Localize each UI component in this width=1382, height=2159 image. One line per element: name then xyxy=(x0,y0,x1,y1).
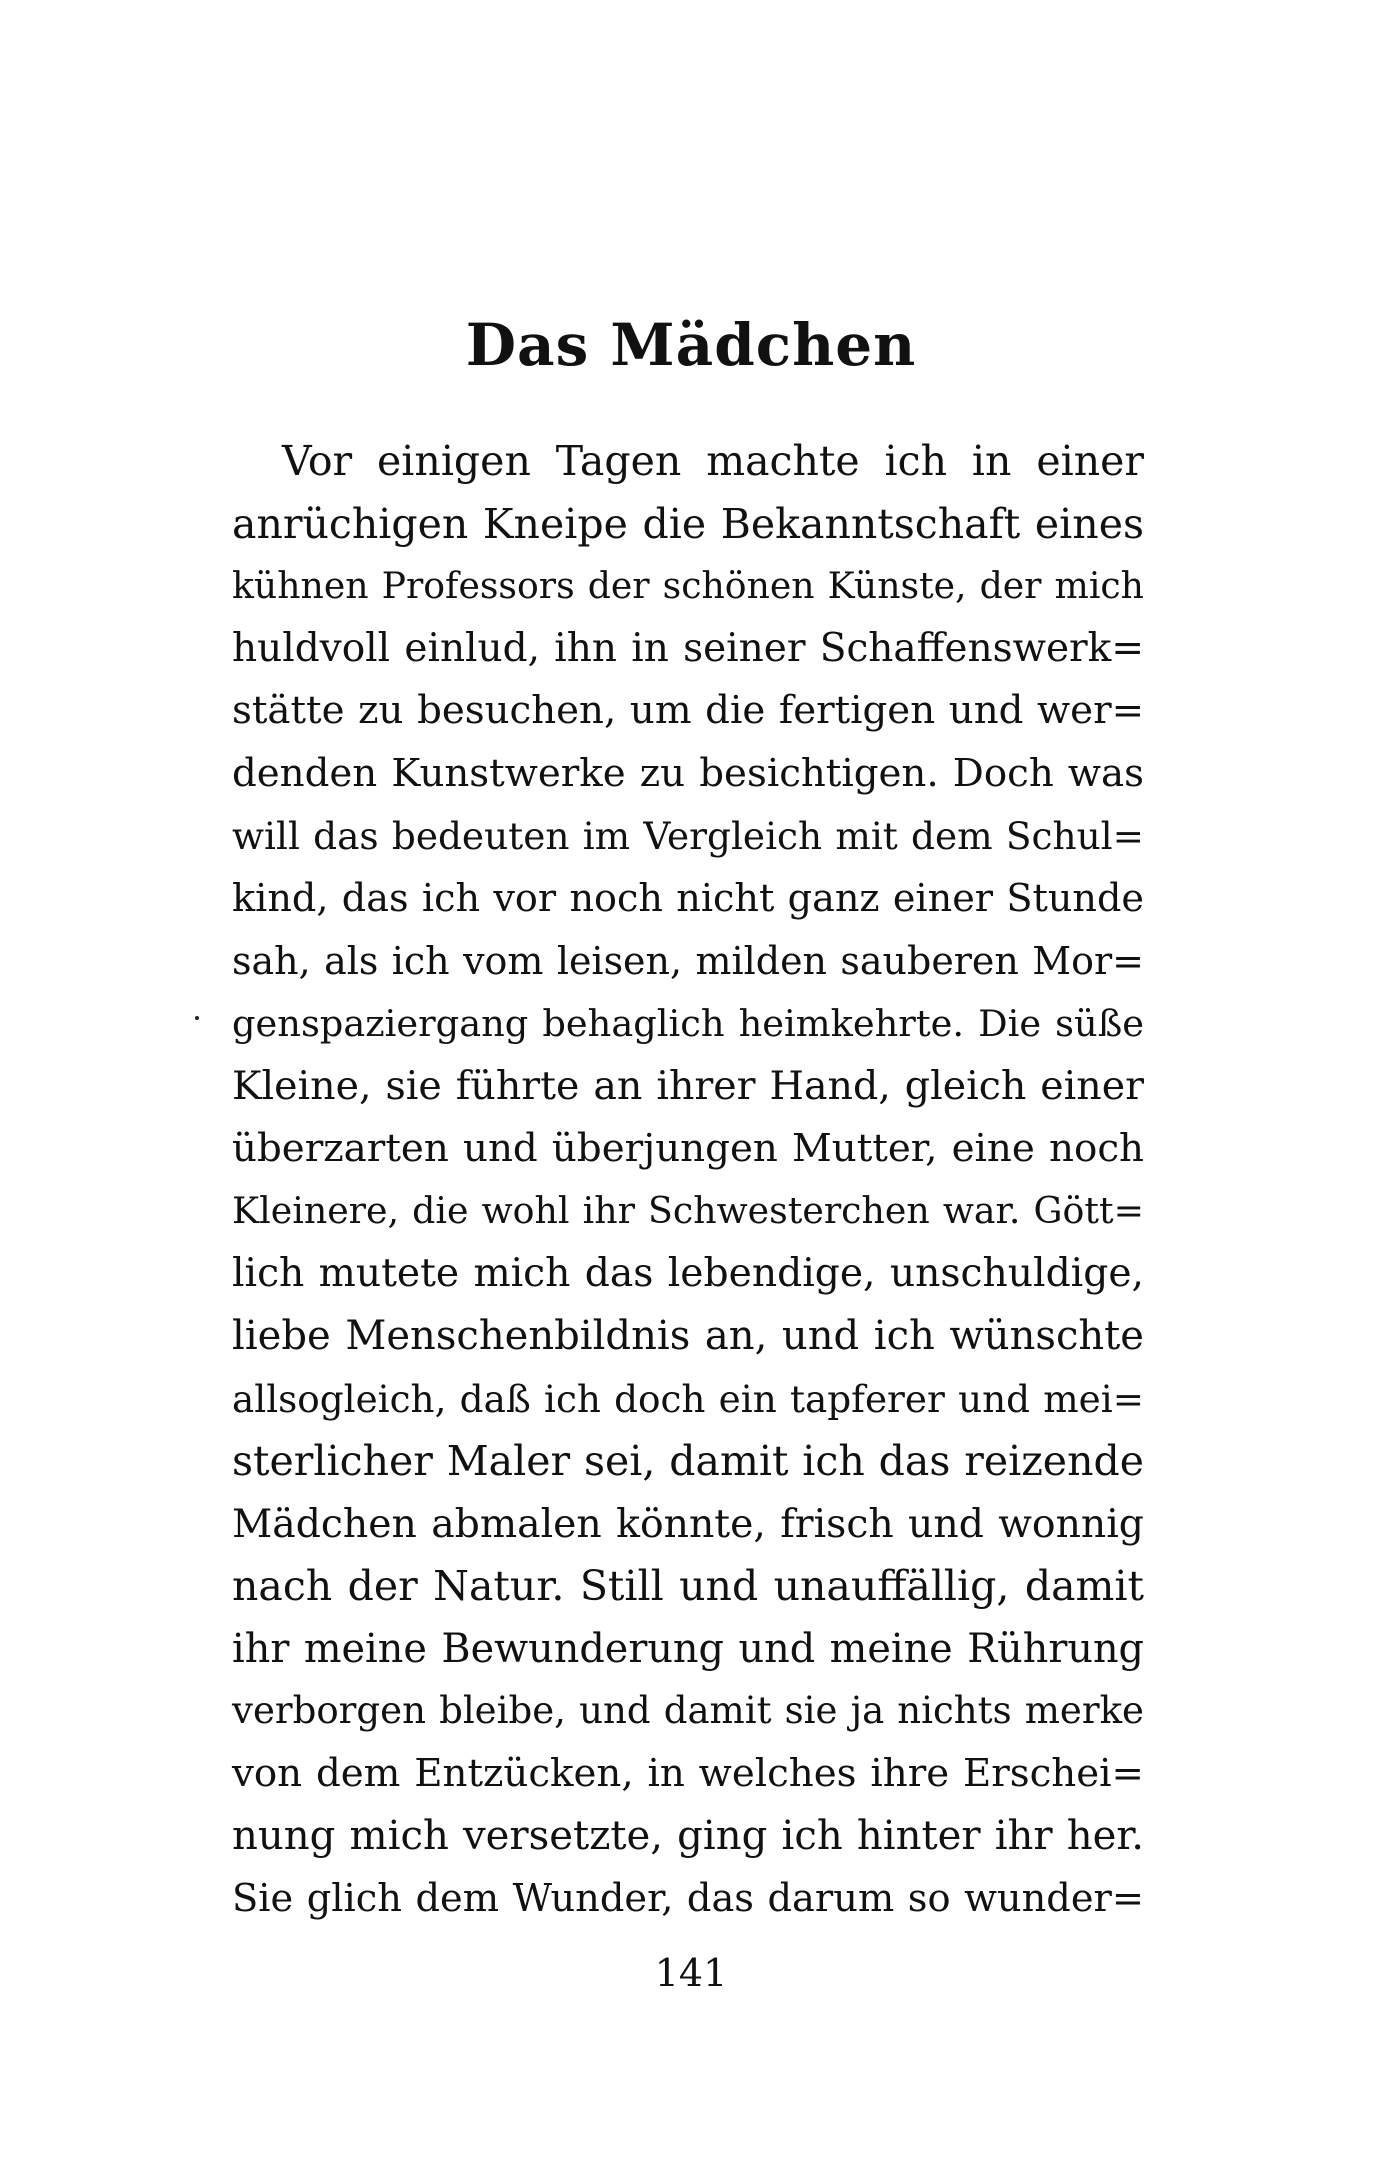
text-line: Mädchen abmalen könnte, frisch und wonnig xyxy=(232,1500,1144,1547)
text-line: liebe Menschenbildnis an, und ich wünschte xyxy=(232,1313,1144,1359)
text-line: anrüchigen Kneipe die Bekanntschaft eines xyxy=(232,499,1144,548)
text-line: lich mutete mich das lebendige, unschuldige, xyxy=(232,1250,1144,1296)
text-line: Kleine, sie führte an ihrer Hand, gleich einer xyxy=(232,1063,1144,1109)
text-line: stätte zu besuchen, um die fertigen und wer= xyxy=(232,688,1144,733)
text-line: von dem Entzücken, in welches ihre Erschei= xyxy=(232,1750,1144,1796)
text-line: will das bedeuten im Vergleich mit dem Schul= xyxy=(232,814,1144,858)
margin-speck xyxy=(195,1016,199,1020)
text-line: Kleinere, die wohl ihr Schwesterchen war. Gött= xyxy=(232,1189,1144,1232)
text-line: überzarten und überjungen Mutter, eine noch xyxy=(232,1125,1144,1171)
text-line: Sie glich dem Wunder, das darum so wunder= xyxy=(232,1875,1144,1921)
text-line: allsogleich, daß ich doch ein tapferer und mei= xyxy=(232,1376,1144,1421)
chapter-title: Das Mädchen xyxy=(465,311,917,379)
text-line: sterlicher Maler sei, damit ich das reizende xyxy=(232,1437,1144,1485)
text-line: ihr meine Bewunderung und meine Rührung xyxy=(232,1625,1144,1672)
text-line: nung mich versetzte, ging ich hinter ihr her. xyxy=(232,1813,1144,1859)
page-number: 141 xyxy=(654,1951,728,1995)
text-line: denden Kunstwerke zu besichtigen. Doch was xyxy=(232,750,1144,796)
text-line: nach der Natur. Still und unauffällig, damit xyxy=(232,1562,1144,1610)
text-line: kühnen Professors der schönen Künste, der mich xyxy=(232,564,1144,607)
body-text xyxy=(232,430,1144,1930)
text-line: genspaziergang behaglich heimkehrte. Die süße xyxy=(232,1001,1144,1045)
text-line: sah, als ich vom leisen, milden sauberen Mor= xyxy=(232,939,1144,983)
text-line: huldvoll einlud, ihn in seiner Schaffenswerk= xyxy=(232,625,1144,671)
text-line: kind, das ich vor noch nicht ganz einer Stunde xyxy=(232,876,1144,921)
text-line: verborgen bleibe, und damit sie ja nichts merke xyxy=(232,1689,1144,1732)
text-line: Vor einigen Tagen machte ich in einer xyxy=(282,437,1144,485)
